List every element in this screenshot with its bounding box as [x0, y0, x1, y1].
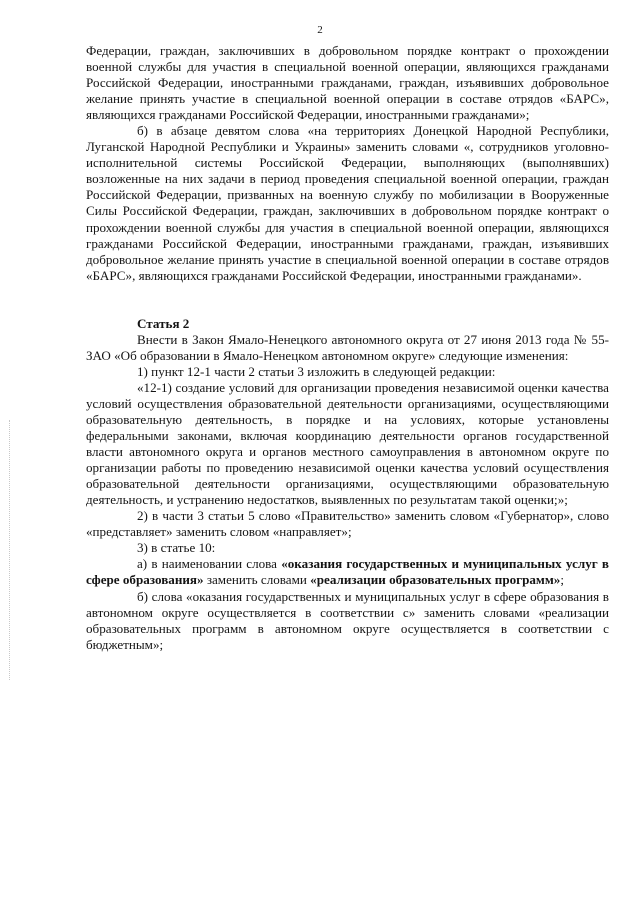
paragraph-intro: Внести в Закон Ямало-Ненецкого автономного округа от 27 июня 2013 года № 55-ЗАО «Об образовании в Ямало-Ненецком автономном округе» следующие изменения:	[86, 331, 609, 363]
page-number: 2	[317, 24, 323, 36]
paragraph-item-3: 3) в статье 10:	[137, 540, 216, 556]
item-3a-bold-2: «реализации образовательных программ»	[310, 572, 561, 588]
paragraph-item-12-1: «12-1) создание условий для организации проведения независимой оценки качества условий осуществления образовательной деятельности организациями, осуществляющими образовательную деятельность, в порядке и на условиях, которые установлены федеральными законами, включая координацию деятельности органов государственной власти автономного округа и органов местного самоуправления в автономном округе по организации работы по проведению независимой оценки качества условий осуществления образовательной деятельности организациями, осуществляющими образовательную деятельность, и устранению недостатков, выявленных по результатам такой оценки;»;	[86, 379, 609, 508]
document-body	[86, 43, 609, 653]
paragraph-continuation: Федерации, граждан, заключивших в добровольном порядке контракт о прохождении военной службы для участия в специальной военной операции, являющихся гражданами Российской Федерации, иностранными гражданами, граждан, изъявивших добровольное желание принять участие в специальной военной операции в составе отрядов «БАРС», являющихся гражданами Российской Федерации, иностранными гражданами»;	[86, 43, 609, 123]
paragraph-item-1: 1) пункт 12-1 части 2 статьи 3 изложить в следующей редакции:	[137, 363, 496, 379]
item-3a-text-1: а) в наименовании слова	[137, 556, 282, 572]
scan-edge-artifact	[9, 420, 11, 680]
paragraph-item-2: 2) в части 3 статьи 5 слово «Правительство» заменить словом «Губернатор», слово «представляет» заменить словом «направляет»;	[86, 508, 609, 540]
item-3a-bold-1: «оказания государственных и муниципальных услуг в сфере образования»	[86, 556, 609, 588]
item-3a-text-2: заменить словами	[203, 572, 311, 588]
paragraph-item-3b: б) слова «оказания государственных и муниципальных услуг в сфере образования в автономном округе осуществляется в соответствии с» заменить словами «реализации образовательных программ в автономном округе осуществляется в соответствии с бюджетным»;	[86, 588, 609, 652]
article-heading: Статья 2	[137, 315, 190, 331]
item-3a-text-3: ;	[560, 572, 564, 588]
paragraph-item-b: б) в абзаце девятом слова «на территориях Донецкой Народной Республики, Луганской Народной Республики и Украины» заменить словами «, сотрудников уголовно-исполнительной системы Российской Федерации, выполняющих (выполнявших) возложенные на них задачи в период проведения специальной военной операции, граждан Российской Федерации, призванных на военную службу по мобилизации в Вооруженные Силы Российской Федерации, граждан, заключивших в добровольном порядке контракт о прохождении военной службы для участия в специальной военной операции, являющихся гражданами Российской Федерации, иностранными гражданами, граждан, изъявивших добровольное желание принять участие в специальной военной операции в составе отрядов «БАРС», являющихся гражданами Российской Федерации, иностранными гражданами».	[86, 123, 609, 283]
paragraph-item-3a	[86, 556, 609, 588]
